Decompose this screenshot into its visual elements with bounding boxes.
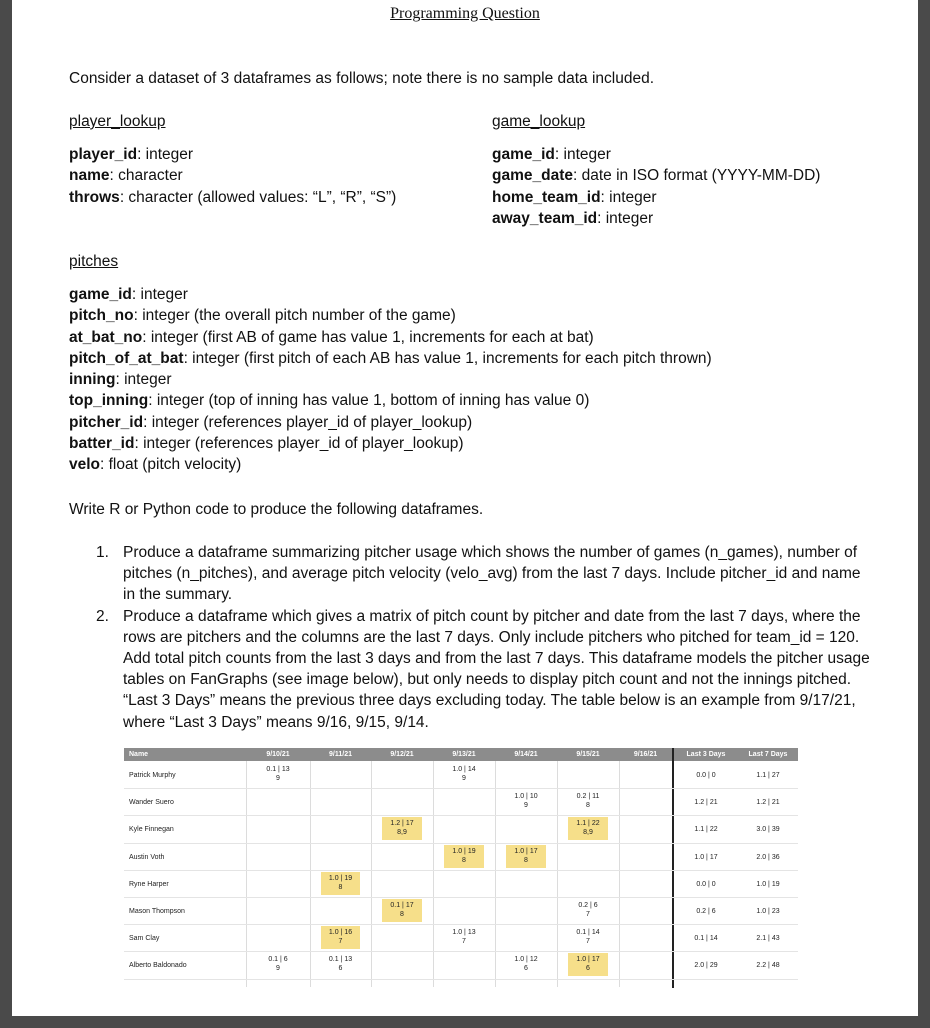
intro-text: Consider a dataset of 3 dataframes as follows; note there is no sample data included. bbox=[69, 70, 655, 87]
ip-pitches: 0.1 | 6 bbox=[268, 956, 288, 963]
pitcher-name: Patrick Murphy bbox=[129, 772, 176, 779]
last-3-days-total: 1.0 | 17 bbox=[694, 854, 718, 861]
ip-pitches: 1.0 | 16 bbox=[328, 929, 353, 936]
usage-cell bbox=[506, 845, 546, 868]
task-number: 2. bbox=[96, 607, 109, 625]
innings: 8,9 bbox=[583, 829, 593, 836]
field-desc: : integer bbox=[600, 188, 657, 206]
task-number: 1. bbox=[96, 544, 109, 561]
field-desc: : integer (first pitch of each AB has value 1, increments for each pitch thrown) bbox=[183, 349, 712, 367]
last-7-days-total: 1.0 | 23 bbox=[756, 908, 780, 915]
pitcher-name: Mason Thompson bbox=[129, 908, 185, 915]
usage-cell bbox=[568, 953, 608, 976]
usage-cell bbox=[444, 926, 484, 949]
usage-cell bbox=[321, 926, 360, 949]
field-desc: : integer bbox=[137, 146, 194, 163]
field-row bbox=[492, 208, 820, 229]
row-divider bbox=[124, 979, 798, 980]
usage-cell bbox=[568, 926, 608, 949]
game-lookup-fields bbox=[492, 144, 820, 229]
field-name: game_date bbox=[492, 167, 573, 185]
innings: 7 bbox=[338, 938, 343, 945]
innings: 7 bbox=[586, 911, 590, 918]
field-desc: : date in ISO format (YYYY-MM-DD) bbox=[572, 167, 821, 185]
field-row bbox=[69, 284, 712, 305]
field-row bbox=[69, 454, 712, 475]
field-row bbox=[69, 327, 712, 348]
grid-line bbox=[557, 761, 558, 987]
pitches-fields bbox=[69, 284, 712, 476]
innings: 9 bbox=[276, 775, 280, 782]
task-item-1 bbox=[96, 542, 876, 606]
field-name: throws bbox=[69, 188, 120, 206]
field-name: pitcher_id bbox=[69, 413, 144, 431]
field-name: away_team_id bbox=[492, 209, 598, 227]
ip-pitches: 1.0 | 17 bbox=[576, 956, 600, 963]
field-desc: : integer bbox=[554, 146, 611, 163]
field-row bbox=[69, 369, 712, 390]
grid-line bbox=[371, 761, 372, 987]
field-desc: : integer bbox=[131, 286, 188, 303]
column-header[interactable]: 9/11/21 bbox=[329, 751, 352, 758]
usage-cell bbox=[568, 899, 608, 922]
column-header[interactable]: Last 7 Days bbox=[748, 751, 788, 758]
last-3-days-total: 0.0 | 0 bbox=[696, 772, 716, 779]
last-7-days-total: 1.1 | 27 bbox=[756, 772, 780, 779]
field-row bbox=[492, 187, 820, 208]
innings: 8 bbox=[338, 884, 343, 891]
task-item-2 bbox=[96, 606, 876, 733]
usage-cell bbox=[321, 872, 360, 895]
usage-cell bbox=[568, 790, 608, 813]
innings: 9 bbox=[276, 965, 280, 972]
innings: 8 bbox=[524, 857, 528, 864]
ip-pitches: 1.0 | 19 bbox=[328, 875, 353, 882]
innings: 6 bbox=[586, 965, 590, 972]
field-desc: : character bbox=[109, 167, 183, 185]
page-title: Programming Question bbox=[390, 5, 540, 22]
usage-cell bbox=[444, 845, 484, 868]
field-name: home_team_id bbox=[492, 188, 601, 206]
pitcher-name: Ryne Harper bbox=[129, 881, 169, 888]
last-7-days-total: 2.0 | 36 bbox=[756, 854, 780, 861]
task-list bbox=[96, 542, 876, 733]
pitcher-name: Kyle Finnegan bbox=[129, 826, 174, 833]
usage-cell bbox=[257, 763, 299, 786]
grid-line bbox=[246, 761, 247, 987]
field-name: batter_id bbox=[69, 435, 135, 453]
column-header[interactable]: 9/12/21 bbox=[390, 751, 414, 758]
field-desc: : integer (the overall pitch number of the game) bbox=[133, 307, 456, 325]
field-row bbox=[69, 390, 712, 411]
field-desc: : integer (first AB of game has value 1, increments for each at bat) bbox=[142, 328, 594, 346]
last-3-days-total: 0.0 | 0 bbox=[696, 881, 716, 888]
field-name: inning bbox=[69, 371, 116, 389]
last-7-days-total: 1.2 | 21 bbox=[756, 799, 780, 806]
innings: 6 bbox=[338, 965, 343, 972]
ip-pitches: 1.1 | 22 bbox=[576, 820, 600, 827]
column-header[interactable]: 9/10/21 bbox=[266, 751, 290, 758]
usage-cell bbox=[506, 953, 546, 976]
fangraphs-usage-table bbox=[124, 748, 798, 988]
ip-pitches: 0.1 | 13 bbox=[266, 766, 290, 773]
field-row bbox=[69, 187, 396, 208]
field-name: game_id bbox=[69, 286, 132, 303]
task-text: Produce a dataframe summarizing pitcher usage which shows the number of games (n_games), number of pitches (n_pitches), and average pitch velocity (velo_avg) from the last 7 days. Include pitcher_id and name in the summary. bbox=[123, 544, 861, 604]
pitches-heading: pitches bbox=[69, 253, 119, 270]
field-name: game_id bbox=[492, 146, 555, 163]
ip-pitches: 0.1 | 14 bbox=[576, 929, 600, 936]
last-3-days-total: 0.2 | 6 bbox=[696, 908, 716, 915]
field-row bbox=[492, 144, 820, 165]
ip-pitches: 1.0 | 10 bbox=[514, 793, 538, 800]
pitcher-name: Wander Suero bbox=[129, 799, 174, 806]
usage-cell bbox=[257, 953, 299, 976]
innings: 6 bbox=[524, 965, 528, 972]
field-name: pitch_of_at_bat bbox=[69, 349, 184, 367]
field-name: top_inning bbox=[69, 392, 149, 410]
ip-pitches: 1.0 | 19 bbox=[452, 848, 476, 855]
pitcher-name: Sam Clay bbox=[129, 935, 160, 942]
ip-pitches: 0.1 | 17 bbox=[390, 902, 414, 909]
field-desc: : integer bbox=[597, 209, 654, 227]
grid-line bbox=[619, 761, 620, 987]
last-3-days-total: 1.1 | 22 bbox=[694, 826, 718, 833]
task-text: Produce a dataframe which gives a matrix of pitch count by pitcher and date from the last 7 days, where the rows are pitchers and the columns are the last 7 days. Only include pitchers who pitched for team_id = 120. Add total pitch counts from the last 3 days and from the last 7 days. This dataframe models the pitcher usage tables on FanGraphs (see image below), but only needs to display pitch count and not the innings pitched. “Last 3 Days” means the previous three days excluding today. The table below is an example from 9/17/21, where “Last 3 Days” means 9/16, 9/15, 9/14. bbox=[123, 607, 870, 731]
field-name: velo bbox=[69, 456, 101, 474]
last-3-days-total: 2.0 | 29 bbox=[694, 962, 718, 969]
field-row bbox=[69, 433, 712, 454]
pitcher-name: Austin Voth bbox=[129, 854, 165, 861]
field-desc: : integer bbox=[115, 371, 172, 389]
usage-cell bbox=[444, 763, 484, 786]
player-lookup-heading: player_lookup bbox=[69, 113, 166, 130]
column-header[interactable]: 9/16/21 bbox=[633, 751, 658, 758]
ip-pitches: 1.2 | 17 bbox=[390, 820, 414, 827]
innings: 8 bbox=[400, 911, 404, 918]
last-7-days-total: 2.1 | 43 bbox=[756, 935, 780, 942]
column-header[interactable]: Last 3 Days bbox=[686, 751, 726, 758]
instruction-text: Write R or Python code to produce the following dataframes. bbox=[69, 501, 484, 518]
column-header[interactable]: Name bbox=[129, 751, 149, 758]
usage-cell bbox=[382, 817, 422, 840]
innings: 8,9 bbox=[397, 829, 407, 836]
field-row bbox=[69, 412, 712, 433]
column-header[interactable]: 9/14/21 bbox=[514, 751, 538, 758]
grid-line bbox=[495, 761, 496, 987]
player-lookup-fields bbox=[69, 144, 396, 208]
last-3-days-total: 0.1 | 14 bbox=[694, 935, 718, 942]
ip-pitches: 1.0 | 17 bbox=[514, 848, 538, 855]
table-header bbox=[124, 748, 798, 761]
innings: 8 bbox=[462, 857, 466, 864]
field-desc: : integer (references player_id of player_lookup) bbox=[143, 413, 473, 431]
column-header[interactable]: 9/15/21 bbox=[576, 751, 600, 758]
last-7-days-total: 1.0 | 19 bbox=[756, 881, 780, 888]
last-7-days-total: 2.2 | 48 bbox=[756, 962, 780, 969]
field-row bbox=[69, 348, 712, 369]
field-name: name bbox=[69, 167, 110, 185]
field-row bbox=[69, 305, 712, 326]
grid-line bbox=[433, 761, 434, 987]
field-row bbox=[492, 165, 820, 186]
field-desc: : integer (top of inning has value 1, bottom of inning has value 0) bbox=[148, 392, 590, 410]
last-7-days-total: 3.0 | 39 bbox=[756, 826, 780, 833]
field-name: player_id bbox=[69, 146, 138, 163]
grid-line bbox=[310, 761, 311, 987]
innings: 9 bbox=[462, 775, 466, 782]
field-row bbox=[69, 165, 396, 186]
ip-pitches: 1.0 | 13 bbox=[452, 929, 476, 936]
field-row bbox=[69, 144, 396, 165]
last-3-days-total: 1.2 | 21 bbox=[694, 799, 718, 806]
usage-cell bbox=[321, 953, 360, 976]
field-desc: : float (pitch velocity) bbox=[100, 456, 242, 474]
innings: 7 bbox=[462, 938, 466, 945]
field-desc: : character (allowed values: “L”, “R”, “S”) bbox=[119, 188, 397, 206]
usage-cell bbox=[382, 899, 422, 922]
pitcher-name: Alberto Baldonado bbox=[129, 962, 187, 969]
ip-pitches: 0.1 | 13 bbox=[328, 956, 353, 963]
column-header[interactable]: 9/13/21 bbox=[452, 751, 476, 758]
game-lookup-heading: game_lookup bbox=[492, 113, 586, 130]
field-desc: : integer (references player_id of player_lookup) bbox=[134, 435, 464, 453]
document-page bbox=[12, 0, 918, 1016]
innings: 8 bbox=[586, 802, 590, 809]
ip-pitches: 0.2 | 6 bbox=[578, 902, 598, 909]
ip-pitches: 1.0 | 14 bbox=[452, 766, 476, 773]
field-name: pitch_no bbox=[69, 307, 134, 325]
usage-cell bbox=[568, 817, 608, 840]
ip-pitches: 0.2 | 11 bbox=[576, 793, 600, 800]
ip-pitches: 1.0 | 12 bbox=[514, 956, 538, 963]
innings: 7 bbox=[586, 938, 590, 945]
innings: 9 bbox=[524, 802, 528, 809]
field-name: at_bat_no bbox=[69, 328, 143, 346]
usage-cell bbox=[506, 790, 546, 813]
